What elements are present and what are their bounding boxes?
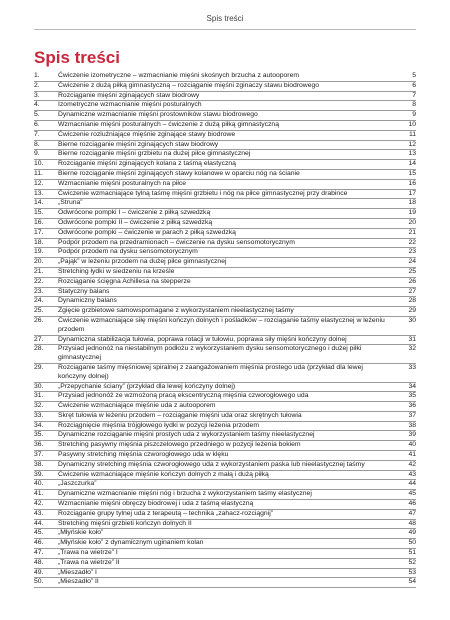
toc-entry-page: 12 bbox=[408, 140, 416, 148]
toc-entry-number: 39. bbox=[34, 470, 44, 478]
toc-entry-page: 28 bbox=[408, 297, 416, 305]
toc-entry-number: 9. bbox=[34, 150, 40, 158]
running-header: Spis treści bbox=[206, 14, 244, 23]
toc-entry-page: 51 bbox=[408, 549, 416, 557]
toc-entry-page: 25 bbox=[408, 267, 416, 275]
toc-entry-page: 18 bbox=[408, 199, 416, 207]
toc-entry-title: „Mieszadło” II bbox=[58, 578, 99, 586]
toc-entry-number: 48. bbox=[34, 558, 44, 566]
toc-entry-number: 37. bbox=[34, 451, 44, 459]
toc-entry-page: 36 bbox=[408, 402, 416, 410]
toc-entry-page: 34 bbox=[408, 382, 416, 390]
toc-entry-page: 9 bbox=[412, 111, 416, 119]
toc-entry-number: 50. bbox=[34, 578, 44, 586]
toc-entry-title: Statyczny balans bbox=[58, 287, 110, 295]
toc-entry-page: 37 bbox=[408, 411, 416, 419]
toc-entry-title: Dynamiczny stretching mięśnia czworogłowego uda z wykorzystaniem paska lub nieelastycznej taśmy bbox=[58, 460, 365, 468]
toc-entry bbox=[34, 82, 416, 92]
toc-entry-number: 34. bbox=[34, 421, 44, 429]
toc-entry-page: 8 bbox=[412, 101, 416, 109]
toc-entry-title: Ćwiczenie z dużą piłką gimnastyczną – rozciąganie mięśni zginaczy stawu biodrowego bbox=[58, 81, 320, 89]
toc-entry-title: Odwrócone pompki I – ćwiczenie z piłką szwedzką bbox=[58, 209, 211, 217]
toc-entry-page: 32 bbox=[408, 345, 416, 353]
toc-entry bbox=[34, 111, 416, 121]
toc-entry-page: 39 bbox=[408, 431, 416, 439]
toc-entry-number: 2. bbox=[34, 81, 40, 89]
toc-entry-title: Rozciąganie mięśni zginających kolana z taśmą elastyczną bbox=[58, 160, 236, 168]
toc-entry-title: Stretching łydki w siedzeniu na krześle bbox=[58, 267, 175, 275]
toc-entry bbox=[34, 392, 416, 402]
toc-entry bbox=[34, 383, 416, 393]
toc-entry bbox=[34, 529, 416, 539]
toc-entry-number: 47. bbox=[34, 549, 44, 557]
toc-entry-title: Dynamiczne wzmacnianie mięśni prostowników stawu biodrowego bbox=[58, 111, 258, 119]
toc-entry bbox=[34, 549, 416, 559]
toc-entry-title: „Przepychanie ściany” (przykład dla lewej kończyny dolnej) bbox=[58, 382, 236, 390]
toc-entry bbox=[34, 451, 416, 461]
toc-entry-number: 25. bbox=[34, 307, 44, 315]
toc-entry-number: 36. bbox=[34, 441, 44, 449]
toc-entry bbox=[34, 239, 416, 249]
toc-entry-title: Bierne rozciąganie mięśni zginających staw biodrowy bbox=[58, 140, 219, 148]
toc-entry bbox=[34, 209, 416, 219]
toc-entry-page: 19 bbox=[408, 209, 416, 217]
toc-entry-title: Odwrócone pompki – ćwiczenie w parach z piłką szwedzką bbox=[58, 228, 236, 236]
toc-entry-title: Zgięcie grzbietowe samowspomagane z wykorzystaniem nieelastycznej taśmy bbox=[58, 307, 294, 315]
toc-entry-number: 14. bbox=[34, 199, 44, 207]
toc-entry-page: 35 bbox=[408, 392, 416, 400]
toc-entry-number: 18. bbox=[34, 238, 44, 246]
toc-entry bbox=[34, 170, 416, 180]
toc-entry-page: 30 bbox=[408, 316, 416, 324]
toc-entry bbox=[34, 92, 416, 102]
toc-entry-page: 24 bbox=[408, 258, 416, 266]
toc-entry-number: 3. bbox=[34, 91, 40, 99]
toc-entry-title: „Trawa na wietrze” II bbox=[58, 558, 120, 566]
toc-entry-title: Rozciąganie taśmy mięśniowej spiralnej z zaangażowaniem mięśnia prostego uda (przykład dla lewej kończyny dolnej) bbox=[58, 363, 363, 380]
toc-entry-page: 26 bbox=[408, 277, 416, 285]
toc-entry-number: 43. bbox=[34, 509, 44, 517]
toc-entry bbox=[34, 307, 416, 317]
toc-entry-page: 27 bbox=[408, 287, 416, 295]
toc-entry-title: Wzmacnianie mięśni posturalnych – ćwiczenie z dużą piłką gimnastyczną bbox=[58, 120, 279, 128]
toc-entry-number: 30. bbox=[34, 382, 44, 390]
toc-entry-title: Rozciągnięcie mięśnia trójgłowego łydki w pozycji leżenia przodem bbox=[58, 421, 259, 429]
toc-entry-title: Przysiad jednonóż na niestabilnym podłożu z wykorzystaniem dysku sensomotorycznego i dużej piłki gimnastycznej bbox=[58, 345, 362, 362]
toc-entry-page: 38 bbox=[408, 421, 416, 429]
toc-entry-number: 15. bbox=[34, 209, 44, 217]
toc-entry bbox=[34, 520, 416, 530]
toc-entry-title: Skręt tułowia w leżeniu przodem – rozciąganie mięśni uda oraz skrętnych tułowia bbox=[58, 411, 302, 419]
toc-entry-title: „Młyńskie koło” z dynamicznym uginaniem kolan bbox=[58, 539, 204, 547]
toc-entry-page: 54 bbox=[408, 578, 416, 586]
toc-entry-number: 26. bbox=[34, 316, 44, 324]
toc-entry-number: 8. bbox=[34, 140, 40, 148]
toc-entry-page: 29 bbox=[408, 307, 416, 315]
toc-entry-number: 42. bbox=[34, 500, 44, 508]
toc-entry-page: 14 bbox=[408, 160, 416, 168]
toc-entry-title: Ćwiczenie izometryczne – wzmacnianie mięśni skośnych brzucha z autooporem bbox=[58, 72, 300, 79]
toc-entry-number: 46. bbox=[34, 539, 44, 547]
toc-entry-title: Rozciąganie ścięgna Achillesa na stepperze bbox=[58, 277, 191, 285]
toc-entry-title: Ćwiczenie wzmacniające siłę mięśni kończyn dolnych i pośladków – rozciąganie taśmy elastycznej w leżeniu przodem bbox=[58, 316, 385, 333]
toc-entry-number: 32. bbox=[34, 402, 44, 410]
toc-entry-title: Wzmacnianie mięśni posturalnych na piłce bbox=[58, 179, 187, 187]
toc-entry-title: „Mieszadło” I bbox=[58, 568, 97, 576]
toc-entry-page: 17 bbox=[408, 189, 416, 197]
toc-entry bbox=[34, 229, 416, 239]
toc-entry-number: 12. bbox=[34, 179, 44, 187]
toc-entry bbox=[34, 268, 416, 278]
toc-entry-title: Bierne rozciąganie mięśni grzbietu na dużej piłce gimnastycznej bbox=[58, 150, 251, 158]
toc-entry bbox=[34, 422, 416, 432]
toc-entry-number: 38. bbox=[34, 460, 44, 468]
toc-entry-page: 40 bbox=[408, 441, 416, 449]
toc-entry-page: 43 bbox=[408, 470, 416, 478]
toc-entry bbox=[34, 180, 416, 190]
toc-entry-number: 45. bbox=[34, 529, 44, 537]
toc-entry-title: Bierne rozciąganie mięśni zginających stawy kolanowe w oparciu nóg na ścianie bbox=[58, 169, 300, 177]
toc-entry-number: 29. bbox=[34, 363, 44, 371]
toc-entry bbox=[34, 500, 416, 510]
toc-entry bbox=[34, 345, 416, 364]
toc-entry-title: Wzmacnianie mięśni obręczy biodrowej i uda z taśmą elastyczną bbox=[58, 500, 254, 508]
toc-entry bbox=[34, 150, 416, 160]
toc-entry-page: 23 bbox=[408, 248, 416, 256]
toc-entry-number: 17. bbox=[34, 228, 44, 236]
toc-entry-number: 31. bbox=[34, 392, 44, 400]
toc-entry-page: 33 bbox=[408, 363, 416, 371]
toc-entry-page: 16 bbox=[408, 179, 416, 187]
toc-entry-page: 41 bbox=[408, 451, 416, 459]
toc-entry-title: Przysiad jednonóż ze wzmożoną pracą ekscentryczną mięśnia czworogłowego uda bbox=[58, 392, 309, 400]
toc-entry-page: 10 bbox=[408, 120, 416, 128]
toc-entry bbox=[34, 510, 416, 520]
toc-entry bbox=[34, 101, 416, 111]
toc-entry bbox=[34, 317, 416, 336]
toc-entry-title: Dynamiczna stabilizacja tułowia, poprawa rotacji w tułowiu, poprawa siły mięśni kończyny dolnej bbox=[58, 335, 347, 343]
toc-entry bbox=[34, 402, 416, 412]
toc-entry-page: 45 bbox=[408, 490, 416, 498]
toc-entry bbox=[34, 480, 416, 490]
toc-entry-number: 35. bbox=[34, 431, 44, 439]
toc-entry-page: 20 bbox=[408, 218, 416, 226]
toc-entry-page: 50 bbox=[408, 539, 416, 547]
toc-entry-title: Pasywny stretching mięśnia czworogłowego uda w klęku bbox=[58, 451, 229, 459]
toc-entry-number: 20. bbox=[34, 258, 44, 266]
toc-entry-title: Rozciąganie grupy tylnej uda z terapeutą – technika „zahacz-rozciągnij” bbox=[58, 509, 273, 517]
toc-entry-number: 23. bbox=[34, 287, 44, 295]
toc-entry-title: „Pająk” w leżeniu przodem na dużej piłce gimnastycznej bbox=[58, 258, 227, 266]
toc-entry-number: 28. bbox=[34, 345, 44, 353]
toc-entry-title: „Struna” bbox=[58, 199, 83, 207]
toc-entry-title: „Trawa na wietrze” I bbox=[58, 549, 118, 557]
toc-entry-page: 22 bbox=[408, 238, 416, 246]
toc-entry-page: 31 bbox=[408, 335, 416, 343]
toc-entry-number: 22. bbox=[34, 277, 44, 285]
table-of-contents bbox=[34, 72, 416, 588]
toc-entry-page: 42 bbox=[408, 460, 416, 468]
toc-entry-number: 13. bbox=[34, 189, 44, 197]
toc-entry-number: 40. bbox=[34, 480, 44, 488]
toc-entry-number: 11. bbox=[34, 169, 43, 177]
toc-entry-page: 21 bbox=[408, 228, 416, 236]
toc-entry-number: 6. bbox=[34, 120, 40, 128]
toc-entry bbox=[34, 278, 416, 288]
toc-entry-page: 53 bbox=[408, 568, 416, 576]
toc-entry-number: 5. bbox=[34, 111, 40, 119]
toc-entry bbox=[34, 471, 416, 481]
toc-entry-title: Podpór przodem na dysku sensomotorycznym bbox=[58, 248, 198, 256]
toc-entry-title: Dynamiczny balans bbox=[58, 297, 117, 305]
toc-entry bbox=[34, 121, 416, 131]
toc-entry bbox=[34, 336, 416, 346]
toc-entry-title: „Młyńskie koło” bbox=[58, 529, 104, 537]
toc-entry bbox=[34, 539, 416, 549]
toc-entry-title: Podpór przodem na przedramionach – ćwiczenie na dysku sensomotorycznym bbox=[58, 238, 295, 246]
toc-entry-title: „Jaszczurka” bbox=[58, 480, 97, 488]
toc-entry-title: Rozciąganie mięśni zginających staw biodrowy bbox=[58, 91, 200, 99]
toc-entry-page: 6 bbox=[412, 81, 416, 89]
toc-entry-title: Odwrócone pompki II – ćwiczenie z piłką szwedzką bbox=[58, 218, 213, 226]
toc-entry-number: 49. bbox=[34, 568, 44, 576]
toc-entry-title: Stretching pasywny mięśnia piszczelowego przedniego w pozycji leżenia bokiem bbox=[58, 441, 301, 449]
page-title: Spis treści bbox=[34, 48, 120, 67]
toc-entry-page: 52 bbox=[408, 558, 416, 566]
toc-entry-number: 44. bbox=[34, 519, 44, 527]
toc-entry-title: Stretching mięśni grzbieti kończyn dolnych II bbox=[58, 519, 192, 527]
toc-entry bbox=[34, 364, 416, 383]
toc-entry bbox=[34, 258, 416, 268]
toc-entry-title: Izometryczne wzmacnianie mięśni posturalnych bbox=[58, 101, 202, 109]
toc-entry-number: 19. bbox=[34, 248, 44, 256]
toc-entry bbox=[34, 578, 416, 588]
toc-entry bbox=[34, 569, 416, 579]
toc-entry-number: 27. bbox=[34, 335, 44, 343]
toc-entry bbox=[34, 441, 416, 451]
toc-entry-number: 33. bbox=[34, 411, 44, 419]
toc-entry-number: 24. bbox=[34, 297, 44, 305]
toc-entry bbox=[34, 219, 416, 229]
toc-entry bbox=[34, 190, 416, 200]
toc-entry bbox=[34, 559, 416, 569]
toc-entry-title: Dynamiczne wzmacnianie mięśni nóg i brzucha z wykorzystaniem taśmy elastycznej bbox=[58, 490, 312, 498]
toc-entry-page: 47 bbox=[408, 509, 416, 517]
toc-entry-title: Ćwiczenie wzmacniające tylną taśmę mięśni grzbietu i nóg na piłce gimnastycznej przy drabince bbox=[58, 189, 348, 197]
toc-entry bbox=[34, 199, 416, 209]
toc-entry bbox=[34, 297, 416, 307]
toc-entry-page: 15 bbox=[408, 169, 416, 177]
toc-entry-page: 11 bbox=[408, 130, 416, 138]
toc-entry bbox=[34, 160, 416, 170]
toc-entry bbox=[34, 72, 416, 82]
toc-entry-title: Dynamiczne rozciąganie mięśni prostych uda z wykorzystaniem taśmy nieelastycznej bbox=[58, 431, 315, 439]
toc-entry bbox=[34, 141, 416, 151]
toc-entry-number: 21. bbox=[34, 267, 44, 275]
toc-entry-number: 4. bbox=[34, 101, 40, 109]
toc-entry-number: 16. bbox=[34, 218, 44, 226]
toc-entry-title: Ćwiczenie wzmacniające mięśnie uda z autooporem bbox=[58, 402, 216, 410]
toc-entry bbox=[34, 248, 416, 258]
toc-entry-page: 48 bbox=[408, 519, 416, 527]
header-rule bbox=[34, 29, 416, 30]
toc-entry-number: 10. bbox=[34, 160, 44, 168]
toc-entry-number: 7. bbox=[34, 130, 40, 138]
toc-entry-page: 13 bbox=[408, 150, 416, 158]
toc-entry-page: 7 bbox=[412, 91, 416, 99]
toc-entry-title: Ćwiczenie wzmacniające mięśnie kończyn dolnych z małą i dużą piłką bbox=[58, 470, 269, 478]
toc-entry bbox=[34, 431, 416, 441]
toc-entry bbox=[34, 461, 416, 471]
toc-entry-number: 41. bbox=[34, 490, 44, 498]
toc-entry-page: 46 bbox=[408, 500, 416, 508]
toc-entry bbox=[34, 131, 416, 141]
toc-entry bbox=[34, 288, 416, 298]
toc-entry bbox=[34, 412, 416, 422]
toc-entry-number: 1. bbox=[34, 72, 40, 79]
toc-entry bbox=[34, 490, 416, 500]
toc-entry-page: 44 bbox=[408, 480, 416, 488]
toc-entry-page: 49 bbox=[408, 529, 416, 537]
toc-entry-title: Ćwiczenie rozluźniające mięśnie zginające stawy biodrowe bbox=[58, 130, 236, 138]
toc-entry-page: 5 bbox=[412, 72, 416, 79]
